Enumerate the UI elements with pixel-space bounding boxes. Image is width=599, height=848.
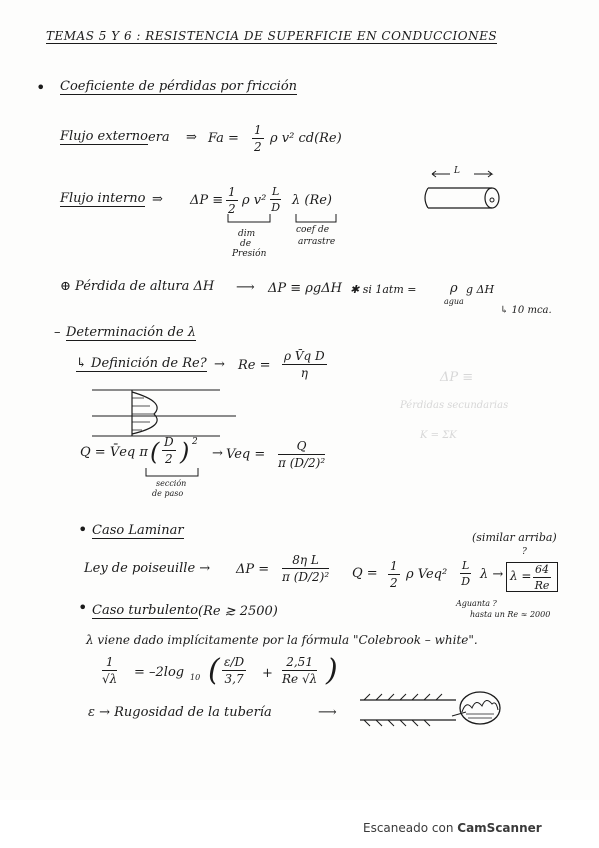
fraction-num: Q: [278, 440, 325, 455]
fraction-num: 64: [535, 563, 549, 576]
fraction-num: 1: [254, 123, 262, 137]
note-similar: (similar arriba): [472, 531, 557, 544]
section-title-turbulent: Caso turbulento: [92, 603, 199, 618]
fraction-den: D: [271, 201, 281, 214]
eq-dp-lhs: ΔP =: [236, 562, 270, 577]
fraction-num: 1: [390, 559, 398, 573]
note-seccion: sección: [156, 479, 187, 488]
atm-rho-sub: agua: [444, 297, 464, 306]
fraction-veq: [278, 440, 325, 469]
bullet: •: [36, 78, 46, 97]
ghost-text-3: K = ΣK: [420, 430, 457, 441]
exponent: 2: [192, 437, 198, 447]
roughness-note: ε → Rugosidad de la tubería: [88, 705, 272, 720]
text-era: era: [148, 130, 170, 145]
bullet: •: [78, 598, 88, 617]
pipe-diagram: [420, 168, 540, 218]
fraction-den: √λ: [102, 672, 118, 686]
note-de: de: [240, 239, 252, 249]
arrow-right: ⟶: [318, 705, 337, 720]
bullet: •: [78, 520, 88, 539]
eq-lambda-lhs: λ =: [510, 569, 532, 583]
section-title-lambda: Determinación de λ: [66, 325, 197, 340]
question-mark: ?: [522, 547, 527, 557]
turbulent-condition: (Re ≳ 2500): [198, 604, 278, 619]
paren-open: (: [150, 438, 160, 466]
paren-open: (: [208, 653, 220, 688]
watermark-prefix: Escaneado con: [363, 821, 458, 835]
arrow-implies: ⇒: [186, 130, 197, 145]
fraction-num: 1: [102, 656, 117, 671]
fraction-den: D: [461, 575, 471, 588]
fraction-den: 2: [254, 140, 262, 154]
label-internal-flow: Flujo interno: [60, 191, 146, 206]
label-external-flow: Flujo externo: [60, 129, 148, 144]
fraction-den: π (D/2)²: [278, 456, 326, 470]
fraction-251: [282, 656, 317, 685]
log-subscript: 10: [190, 673, 201, 682]
atm-mca: ↳ 10 mca.: [500, 305, 552, 316]
fraction-den: 3,7: [224, 672, 244, 686]
fraction-half: [388, 560, 400, 589]
fraction-num: L: [462, 559, 470, 572]
ghost-text-2: Pérdidas secundarias: [400, 400, 509, 411]
arrow-right: →: [212, 446, 223, 461]
eq-log: = –2log: [134, 665, 185, 680]
watermark-brand: CamScanner: [457, 821, 542, 835]
arrow-implies: ⇒: [152, 192, 163, 207]
note-dim: dim: [238, 229, 256, 239]
fraction-l-over-d: [270, 186, 281, 213]
underbrace-marks: [144, 466, 204, 480]
fraction-half: [252, 124, 264, 153]
fraction-half: [226, 186, 238, 215]
fraction-num: 8η L: [282, 554, 329, 569]
eq-rho-v2: ρ v²: [242, 193, 267, 208]
eq-lambda-re: λ (Re): [292, 193, 332, 208]
fraction-den: Re: [534, 579, 550, 592]
arrow-right: ⟶: [236, 280, 255, 295]
note-arrastre: arrastre: [298, 237, 336, 247]
fraction-num: D: [164, 435, 174, 449]
eq-q-lhs: Q =: [352, 566, 378, 581]
note-atm: ✱ si 1atm =: [350, 283, 417, 296]
fraction-den: 2: [228, 202, 236, 216]
fraction-64-re: [533, 564, 551, 591]
paren-close: ): [326, 653, 338, 688]
note-hasta-re: hasta un Re ≈ 2000: [470, 610, 551, 619]
fraction-num: 2,51: [282, 656, 317, 671]
fraction-den: 2: [164, 452, 173, 466]
roughness-diagram: [356, 690, 506, 740]
label-re-definition: ↳ Definición de Re?: [76, 356, 207, 371]
colebrook-note: λ viene dado implícitamente por la fórmula "Colebrook – white".: [86, 633, 478, 647]
arrow-right: →: [214, 357, 225, 372]
fraction-1-sqrt-lambda: [102, 656, 117, 685]
eq-head-loss: ΔP ≡ ρgΔH: [268, 281, 342, 296]
eq-re-lhs: Re =: [238, 358, 271, 373]
eq-fa-rest: ρ v² cd(Re): [270, 131, 342, 146]
note-presion: Presión: [232, 249, 267, 259]
eq-veq-lhs: Veq =: [226, 447, 266, 462]
velocity-profile-diagram: [88, 384, 238, 444]
note-de-paso: de paso: [152, 489, 184, 498]
paren-close: ): [180, 438, 190, 466]
eq-lambda-arrow: λ →: [480, 567, 504, 582]
fraction-den: Re √λ: [282, 672, 318, 686]
fraction-num: L: [272, 185, 280, 198]
fraction-l-over-d: [460, 560, 471, 587]
fraction-den: η: [300, 366, 308, 380]
note-aguanta: Aguanta ?: [456, 599, 497, 608]
section-title-laminar: Caso Laminar: [92, 523, 184, 538]
fraction-eps-d: [222, 656, 246, 685]
fraction-den: 2: [390, 576, 398, 590]
label-head-loss: ⊕ Pérdida de altura ΔH: [60, 279, 215, 294]
eq-fa-lhs: Fa =: [208, 131, 239, 146]
eq-dp-lhs: ΔP ≡: [190, 193, 224, 208]
fraction-d-over-2: [162, 436, 176, 465]
fraction-num: ρ V̄q D: [284, 349, 325, 363]
pipe-length-label: L: [454, 166, 460, 176]
eq-rho-veq: ρ Veq²: [406, 567, 448, 582]
fraction-poiseuille: [282, 554, 329, 583]
section-title-friction: Coeficiente de pérdidas por fricción: [60, 79, 298, 94]
scanner-watermark: [363, 821, 542, 835]
dash: –: [54, 325, 61, 340]
page-title: TEMAS 5 Y 6 : RESISTENCIA DE SUPERFICIE EN CONDUCCIONES: [46, 29, 498, 43]
fraction-num: 1: [228, 185, 236, 199]
fraction-re: [282, 350, 327, 379]
fraction-den: π (D/2)²: [282, 570, 330, 584]
atm-g-dh: g ΔH: [466, 283, 495, 296]
plus-sign: +: [262, 666, 273, 681]
note-coef: coef de: [296, 225, 330, 235]
eq-q-lhs: Q = V̄eq π: [80, 445, 148, 460]
label-poiseuille: Ley de poiseuille →: [84, 561, 211, 576]
atm-rho: ρ: [450, 281, 458, 296]
ghost-text-1: ΔP ≡: [440, 370, 474, 385]
fraction-num: ε/D: [224, 655, 245, 669]
